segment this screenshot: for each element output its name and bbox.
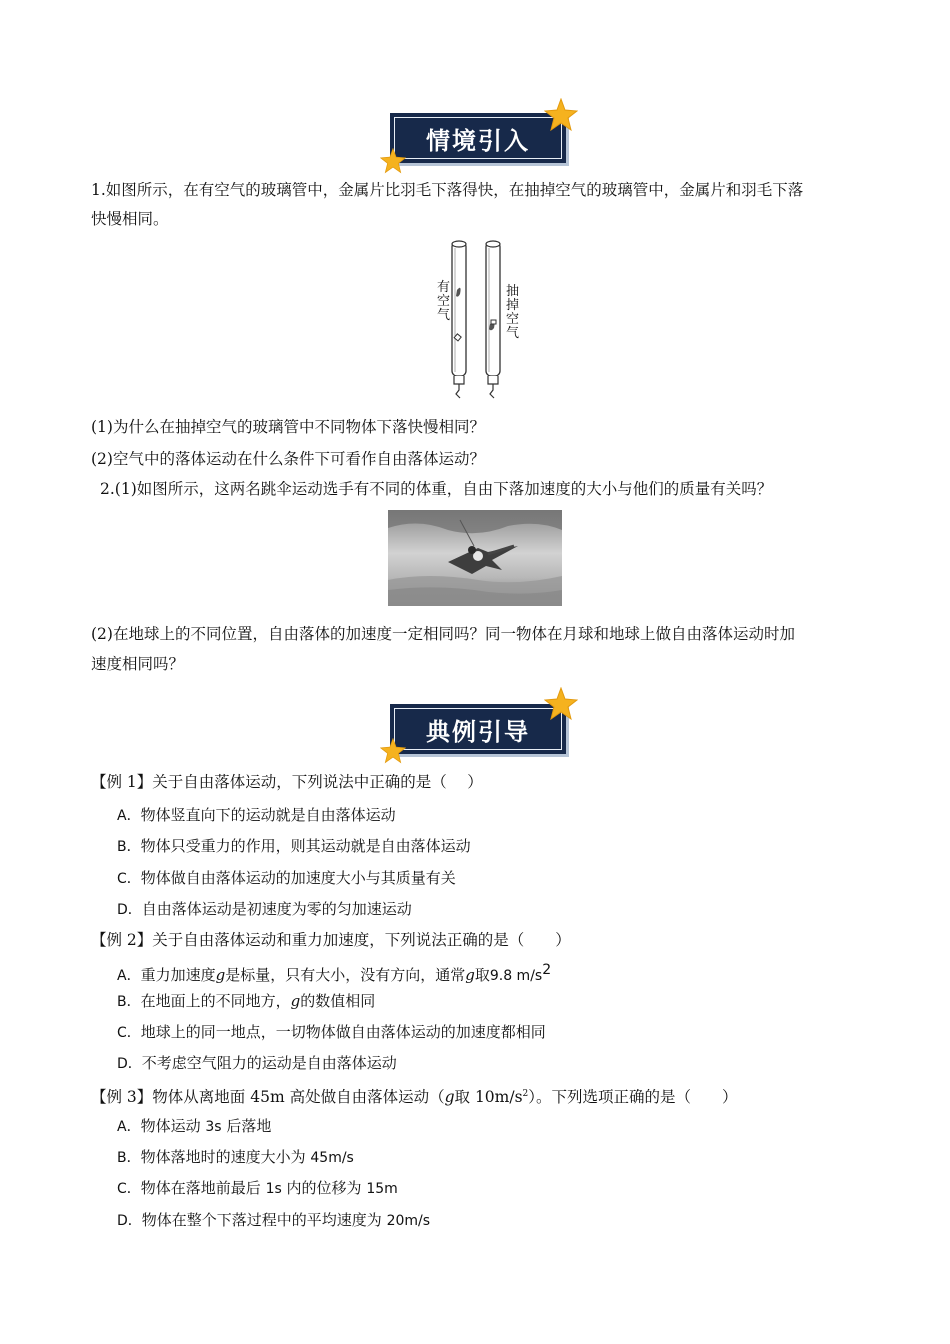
example-2-option-a[interactable]: A．重力加速度g是标量，只有大小，没有方向，通常g取9.8 $m/s^2$ xyxy=(117,962,552,984)
skydivers-photo xyxy=(388,510,562,606)
star-icon xyxy=(544,98,578,132)
section-banner-intro xyxy=(390,113,570,165)
example-1-option-d[interactable]: D．自由落体运动是初速度为零的匀加速运动 xyxy=(117,900,412,918)
section-title: 典例引导 xyxy=(426,717,530,746)
intro-q1-line2: 快慢相同。 xyxy=(91,210,169,228)
intro-q1-sub2: (2)空气中的落体运动在什么条件下可看作自由落体运动？ xyxy=(91,450,485,468)
example-2-option-d[interactable]: D．不考虑空气阻力的运动是自由落体运动 xyxy=(117,1054,397,1072)
intro-q2-line1: 2.(1)如图所示，这两名跳伞运动选手有不同的体重，自由下落加速度的大小与他们的质量有关吗？ xyxy=(100,480,773,498)
tube-right-label: 抽掉空气 xyxy=(506,284,520,341)
example-1-stem: 【例 1】关于自由落体运动，下列说法中正确的是（ ） xyxy=(91,773,483,791)
intro-q2-sub2-line1: (2)在地球上的不同位置，自由落体的加速度一定相同吗？同一物体在月球和地球上做自由落体运动时加 xyxy=(91,625,795,643)
intro-q2-sub2-line2: 速度相同吗？ xyxy=(91,655,185,673)
intro-q1-sub1: (1)为什么在抽掉空气的玻璃管中不同物体下落快慢相同？ xyxy=(91,418,485,436)
example-2-option-b[interactable]: B．在地面上的不同地方，g的数值相同 xyxy=(117,992,376,1010)
section-title: 情境引入 xyxy=(426,126,530,155)
example-3-option-a[interactable]: A．物体运动 3s 后落地 xyxy=(117,1117,272,1135)
tube-left-label: 有空气 xyxy=(437,280,451,323)
example-1-option-b[interactable]: B．物体只受重力的作用，则其运动就是自由落体运动 xyxy=(117,837,471,855)
example-3-stem: 【例 3】物体从离地面 45m 高处做自由落体运动（g取 $10m/s^2$）。下列选项正确的是（ ） xyxy=(91,1088,738,1106)
example-3-option-d[interactable]: D．物体在整个下落过程中的平均速度为 20m/s xyxy=(117,1211,431,1229)
section-banner-examples xyxy=(390,704,570,756)
example-3-option-b[interactable]: B．物体落地时的速度大小为 45m/s xyxy=(117,1148,354,1166)
intro-q1-line1: 1.如图所示，在有空气的玻璃管中，金属片比羽毛下落得快，在抽掉空气的玻璃管中，金属片和羽毛下落 xyxy=(91,181,804,199)
star-icon xyxy=(380,148,406,174)
example-1-option-a[interactable]: A．物体竖直向下的运动就是自由落体运动 xyxy=(117,806,396,824)
example-1-option-c[interactable]: C．物体做自由落体运动的加速度大小与其质量有关 xyxy=(117,869,456,887)
star-icon xyxy=(544,687,578,721)
example-2-option-c[interactable]: C．地球上的同一地点，一切物体做自由落体运动的加速度都相同 xyxy=(117,1023,546,1041)
example-2-stem: 【例 2】关于自由落体运动和重力加速度，下列说法正确的是（ ） xyxy=(91,931,571,949)
example-3-option-c[interactable]: C．物体在落地前最后 1s 内的位移为 15m xyxy=(117,1179,398,1197)
star-icon xyxy=(380,738,406,764)
